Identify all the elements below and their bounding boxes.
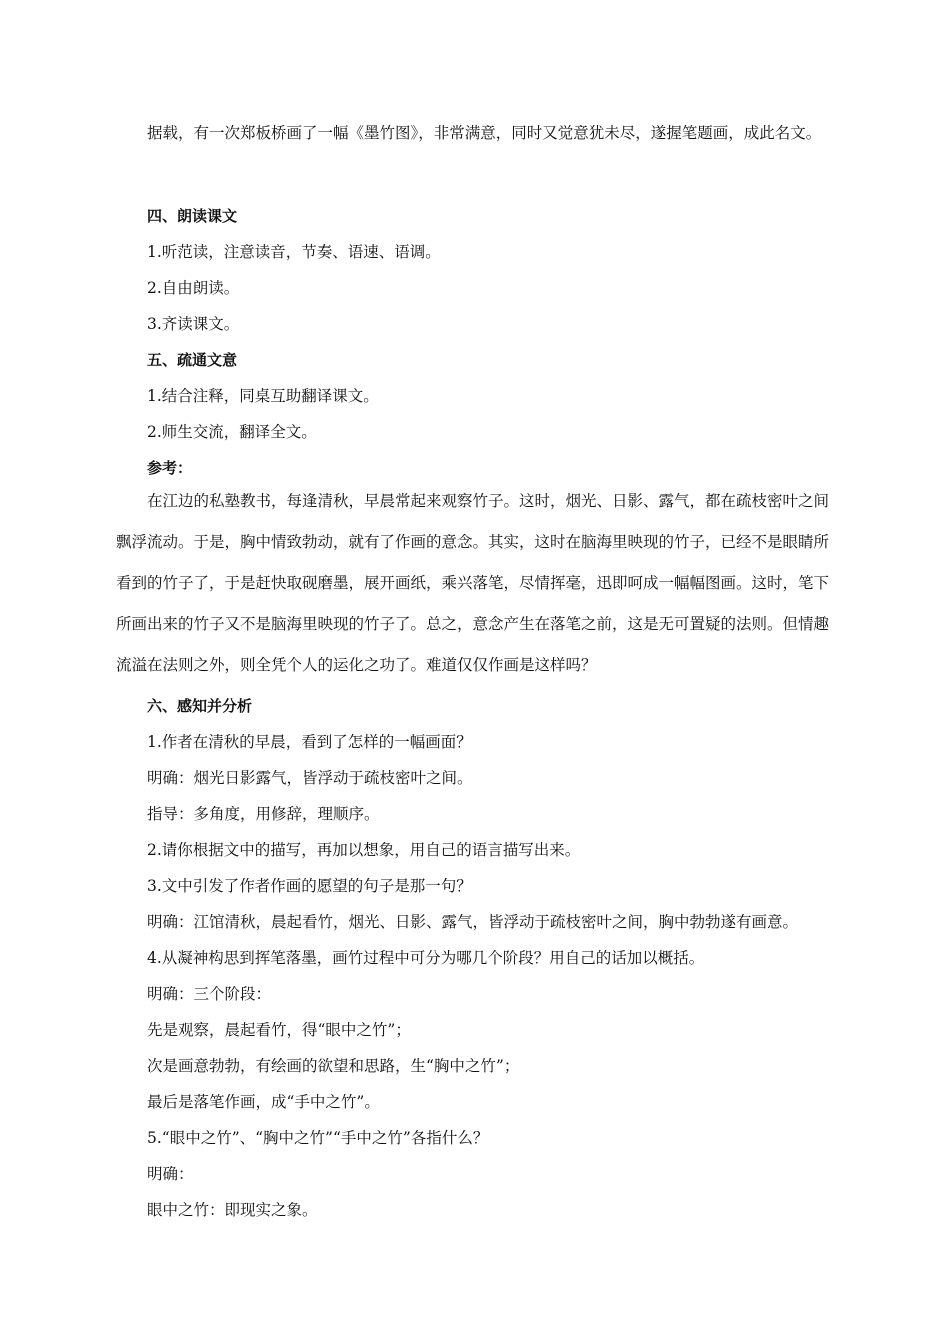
answer-line: 次是画意勃勃，有绘画的欲望和思路，生“胸中之竹”； — [147, 1057, 520, 1075]
reference-label: 参考： — [147, 459, 193, 477]
answer-line: 明确：三个阶段： — [147, 985, 272, 1003]
guidance-line: 指导：多角度，用修辞，理顺序。 — [147, 805, 380, 823]
answer-line: 先是观察，晨起看竹，得“眼中之竹”； — [147, 1021, 411, 1039]
intro-paragraph: 据载，有一次郑板桥画了一幅《墨竹图》，非常满意，同时又觉意犹未尽，遂握笔题画，成此名文。 — [147, 124, 822, 142]
answer-line: 眼中之竹：即现实之象。 — [147, 1201, 318, 1219]
answer-line: 明确： — [147, 1165, 194, 1183]
list-item: 2.师生交流，翻译全文。 — [147, 423, 317, 441]
reference-paragraph: 在江边的私塾教书，每逢清秋，早晨常起来观察竹子。这时，烟光、日影、露气，都在疏枝密叶之间飘浮流动。于是，胸中情致勃动，就有了作画的意念。其实，这时在脑海里映现的竹子，已经不是眼睛所看到的竹子了，于是赶快取砚磨墨，展开画纸，乘兴落笔，尽情挥毫，迅即呵成一幅幅图画。这时，笔下所画出来的竹子又不是脑海里映现的竹子了。总之，意念产生在落笔之前，这是无可置疑的法则。但情趣流溢在法则之外，则全凭个人的运化之功了。难道仅仅作画是这样吗？ — [116, 492, 830, 674]
question-line: 5.“眼中之竹”、“胸中之竹”“手中之竹”各指什么？ — [147, 1129, 489, 1147]
answer-line: 最后是落笔作画，成“手中之竹”。 — [147, 1093, 380, 1111]
question-line: 2.请你根据文中的描写，再加以想象，用自己的语言描写出来。 — [147, 841, 581, 859]
list-item: 1.听范读，注意读音，节奏、语速、语调。 — [147, 243, 441, 261]
section-five-heading: 五、疏通文意 — [147, 351, 238, 369]
answer-line: 明确：烟光日影露气，皆浮动于疏枝密叶之间。 — [147, 769, 473, 787]
question-line: 4.从凝神构思到挥笔落墨，画竹过程中可分为哪几个阶段？用自己的话加以概括。 — [147, 949, 705, 967]
answer-line: 明确：江馆清秋，晨起看竹，烟光、日影、露气，皆浮动于疏枝密叶之间，胸中勃勃遂有画意。 — [147, 913, 799, 931]
question-line: 1.作者在清秋的早晨，看到了怎样的一幅画面？ — [147, 733, 472, 751]
question-line: 3.文中引发了作者作画的愿望的句子是那一句？ — [147, 877, 472, 895]
list-item: 3.齐读课文。 — [147, 315, 240, 333]
list-item: 1.结合注释，同桌互助翻译课文。 — [147, 387, 379, 405]
section-six-heading: 六、感知并分析 — [147, 697, 253, 715]
list-item: 2.自由朗读。 — [147, 279, 240, 297]
section-four-heading: 四、朗读课文 — [147, 207, 238, 225]
